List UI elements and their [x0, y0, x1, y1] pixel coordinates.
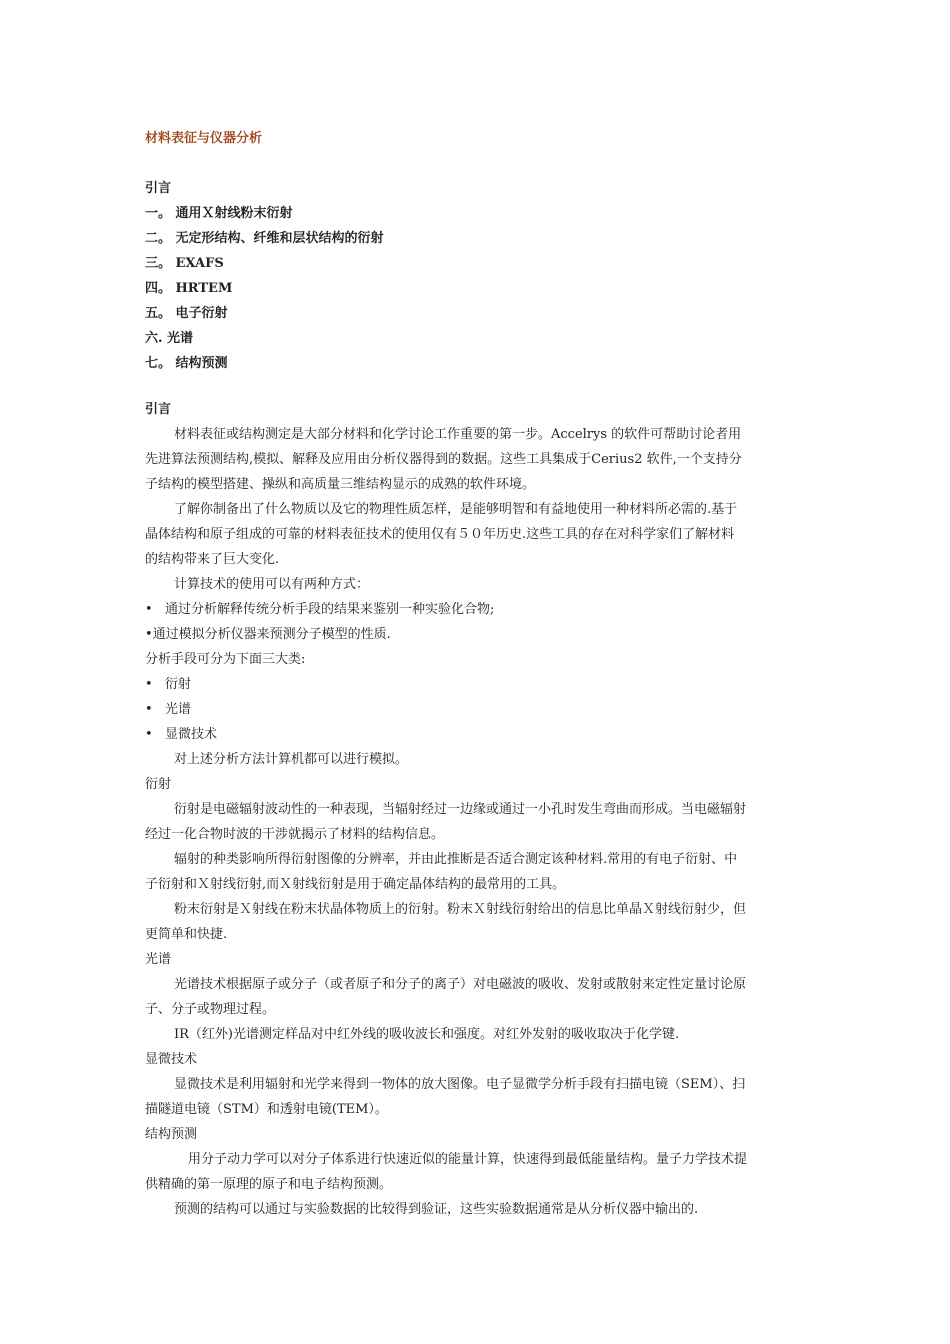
paragraph-line: 材料表征或结构测定是大部分材料和化学讨论工作重要的第一步。Accelrys 的软件可帮助讨论者用: [174, 427, 742, 442]
paragraph-line: 子结构的模型搭建、操纵和高质量三维结构显示的成熟的软件环境。: [145, 477, 536, 492]
section-heading-microscopy: 显微技术: [145, 1052, 198, 1067]
paragraph-line: IR（红外)光谱测定样品对中红外线的吸收波长和强度。对红外发射的吸收取决于化学键.: [174, 1027, 680, 1042]
bullet-item: [145, 727, 810, 752]
section-heading-diffraction: 衍射: [145, 777, 172, 792]
document-body: [145, 402, 810, 1227]
paragraph-line: 对上述分析方法计算机都可以进行模拟。: [174, 752, 409, 767]
bullet-item: [145, 602, 810, 627]
paragraph-line: 分析手段可分为下面三大类:: [145, 652, 306, 667]
toc-item: 一。 通用Ｘ射线粉末衍射: [145, 206, 293, 221]
toc-item: 六. 光谱: [145, 331, 194, 346]
bullet-text: 通过分析解释传统分析手段的结果来鉴别一种实验化合物;: [165, 602, 495, 617]
paragraph-line: 粉末衍射是Ｘ射线在粉末状晶体物质上的衍射。粉末Ｘ射线衍射给出的信息比单晶Ｘ射线衍射少，但: [174, 902, 747, 917]
toc-item: 四。 HRTEM: [145, 281, 233, 296]
paragraph-line: 预测的结构可以通过与实验数据的比较得到验证，这些实验数据通常是从分析仪器中输出的.: [174, 1202, 699, 1217]
bullet-item: •通过模拟分析仪器来预测分子模型的性质.: [145, 627, 391, 642]
paragraph-line: 了解你制备出了什么物质以及它的物理性质怎样，是能够明智和有益地使用一种材料所必需的.基于: [174, 502, 738, 517]
document-title: 材料表征与仪器分析: [145, 131, 263, 146]
paragraph-line: 更简单和快捷.: [145, 927, 228, 942]
bullet-mark: •: [145, 677, 153, 692]
bullet-text: 衍射: [165, 677, 192, 692]
paragraph-line: 光谱技术根据原子或分子（或者原子和分子的离子）对电磁波的吸收、发射或散射来定性定量讨论原: [174, 977, 747, 992]
paragraph-line: 用分子动力学可以对分子体系进行快速近似的能量计算，快速得到最低能量结构。量子力学技术提: [188, 1152, 748, 1167]
bullet-item: [145, 702, 810, 727]
toc-item: 七。 结构预测: [145, 356, 228, 371]
bullet-item: [145, 677, 810, 702]
bullet-mark: •: [145, 727, 153, 742]
toc-item: 引言: [145, 181, 172, 196]
paragraph-line: 的结构带来了巨大变化.: [145, 552, 280, 567]
paragraph-line: 描隧道电镜（STM）和透射电镜(TEM）。: [145, 1102, 388, 1117]
paragraph-line: 供精确的第一原理的原子和电子结构预测。: [145, 1177, 393, 1192]
paragraph-line: 辐射的种类影响所得衍射图像的分辨率，并由此推断是否适合测定该种材料.常用的有电子衍射、中: [174, 852, 738, 867]
toc-item: 五。 电子衍射: [145, 306, 228, 321]
paragraph-line: 子衍射和Ｘ射线衍射,而Ｘ射线衍射是用于确定晶体结构的最常用的工具。: [145, 877, 566, 892]
paragraph-line: 计算技术的使用可以有两种方式：: [174, 577, 370, 592]
bullet-text: 光谱: [165, 702, 192, 717]
section-heading-prediction: 结构预测: [145, 1127, 198, 1142]
paragraph-line: 子、分子或物理过程。: [145, 1002, 276, 1017]
toc-item: 三。 EXAFS: [145, 256, 224, 271]
paragraph-line: 先进算法预测结构,模拟、解释及应用由分析仪器得到的数据。这些工具集成于Cerius2 软件,一个支持分: [145, 452, 742, 467]
toc-item: 二。 无定形结构、纤维和层状结构的衍射: [145, 231, 384, 246]
bullet-mark: •: [145, 702, 153, 717]
section-heading-intro: 引言: [145, 402, 172, 417]
bullet-mark: •: [145, 602, 153, 617]
paragraph-line: 经过一化合物时波的干涉就揭示了材料的结构信息。: [145, 827, 445, 842]
paragraph-line: 衍射是电磁辐射波动性的一种表现，当辐射经过一边缘或通过一小孔时发生弯曲而形成。当电磁辐射: [174, 802, 747, 817]
bullet-text: 显微技术: [165, 727, 218, 742]
table-of-contents: [145, 181, 384, 381]
paragraph-line: 显微技术是利用辐射和光学来得到一物体的放大图像。电子显微学分析手段有扫描电镜（SEM）、扫: [174, 1077, 746, 1092]
paragraph-line: 晶体结构和原子组成的可靠的材料表征技术的使用仅有５０年历史.这些工具的存在对科学家们了解材料: [145, 527, 735, 542]
section-heading-spectroscopy: 光谱: [145, 952, 172, 967]
